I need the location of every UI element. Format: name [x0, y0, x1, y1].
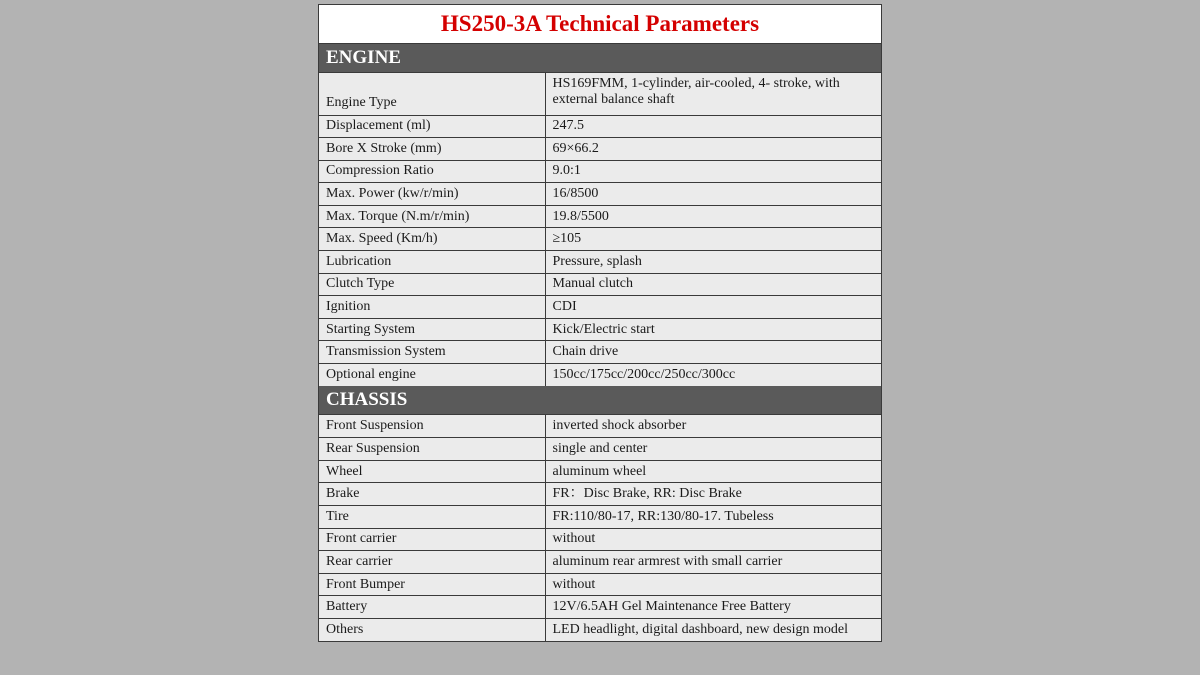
- chassis-section-heading: CHASSIS: [319, 386, 881, 415]
- engine-spec-rows: [319, 73, 881, 386]
- spec-value: 9.0:1: [545, 160, 881, 183]
- engine-spec-table: [319, 73, 881, 386]
- spec-value: without: [545, 528, 881, 551]
- spec-row: [319, 415, 881, 438]
- spec-label: Wheel: [319, 460, 545, 483]
- spec-label: Bore X Stroke (mm): [319, 138, 545, 161]
- spec-row: [319, 573, 881, 596]
- spec-label: Front Suspension: [319, 415, 545, 438]
- spec-label: Tire: [319, 506, 545, 529]
- spec-label: Transmission System: [319, 341, 545, 364]
- spec-row: [319, 138, 881, 161]
- spec-row: [319, 551, 881, 574]
- spec-row: [319, 251, 881, 274]
- spec-label: Ignition: [319, 296, 545, 319]
- spec-label: Lubrication: [319, 251, 545, 274]
- spec-label: Front Bumper: [319, 573, 545, 596]
- spec-label: Max. Torque (N.m/r/min): [319, 205, 545, 228]
- spec-value: Manual clutch: [545, 273, 881, 296]
- spec-label: Max. Power (kw/r/min): [319, 183, 545, 206]
- spec-value: 150cc/175cc/200cc/250cc/300cc: [552, 367, 736, 383]
- spec-row: [319, 506, 881, 529]
- spec-row: [319, 296, 881, 319]
- spec-value: ≥105: [545, 228, 881, 251]
- spec-row: [319, 596, 881, 619]
- spec-value: aluminum rear armrest with small carrier: [545, 551, 881, 574]
- spec-label: Rear carrier: [319, 551, 545, 574]
- spec-row: [319, 483, 881, 506]
- spec-label: Clutch Type: [319, 273, 545, 296]
- spec-row: [319, 160, 881, 183]
- spec-row: [319, 115, 881, 138]
- spec-value: CDI: [545, 296, 881, 319]
- spec-row: [319, 341, 881, 364]
- spec-label: Displacement (ml): [319, 115, 545, 138]
- spec-value: Pressure, splash: [545, 251, 881, 274]
- spec-value: 12V/6.5AH Gel Maintenance Free Battery: [545, 596, 881, 619]
- spec-value: 69×66.2: [545, 138, 881, 161]
- spec-label: Max. Speed (Km/h): [319, 228, 545, 251]
- spec-label: Others: [319, 618, 545, 641]
- spec-label: Compression Ratio: [319, 160, 545, 183]
- spec-label: Front carrier: [319, 528, 545, 551]
- chassis-spec-rows: [319, 415, 881, 641]
- spec-value: LED headlight, digital dashboard, new design model: [552, 622, 848, 638]
- spec-value: Chain drive: [545, 341, 881, 364]
- spec-value: FR:110/80-17, RR:130/80-17. Tubeless: [545, 506, 881, 529]
- spec-row: [319, 528, 881, 551]
- spec-value: aluminum wheel: [545, 460, 881, 483]
- spec-row: [319, 318, 881, 341]
- chassis-spec-table: [319, 415, 881, 641]
- spec-label: Engine Type: [319, 73, 545, 115]
- spec-row: [319, 273, 881, 296]
- engine-section-heading: ENGINE: [319, 44, 881, 73]
- spec-value: FR：Disc Brake, RR: Disc Brake: [545, 483, 881, 506]
- spec-value: 247.5: [545, 115, 881, 138]
- spec-value: HS169FMM, 1-cylinder, air-cooled, 4- stroke, with external balance shaft: [545, 73, 881, 115]
- spec-value: 16/8500: [545, 183, 881, 206]
- spec-value: 19.8/5500: [545, 205, 881, 228]
- spec-value: inverted shock absorber: [545, 415, 881, 438]
- spec-row: [319, 364, 881, 387]
- spec-value: single and center: [545, 438, 881, 461]
- spec-row: [319, 228, 881, 251]
- spec-value: without: [545, 573, 881, 596]
- spec-value: Kick/Electric start: [545, 318, 881, 341]
- spec-row: [319, 205, 881, 228]
- page-title: HS250-3A Technical Parameters: [319, 5, 881, 44]
- spec-row: [319, 460, 881, 483]
- spec-label: Brake: [319, 483, 545, 506]
- spec-label: Rear Suspension: [319, 438, 545, 461]
- spec-row: [319, 73, 881, 115]
- spec-label: Optional engine: [319, 364, 545, 387]
- spec-row: [319, 183, 881, 206]
- spec-row: [319, 438, 881, 461]
- spec-row: [319, 618, 881, 641]
- spec-sheet: [318, 4, 882, 642]
- spec-label: Starting System: [319, 318, 545, 341]
- spec-label: Battery: [319, 596, 545, 619]
